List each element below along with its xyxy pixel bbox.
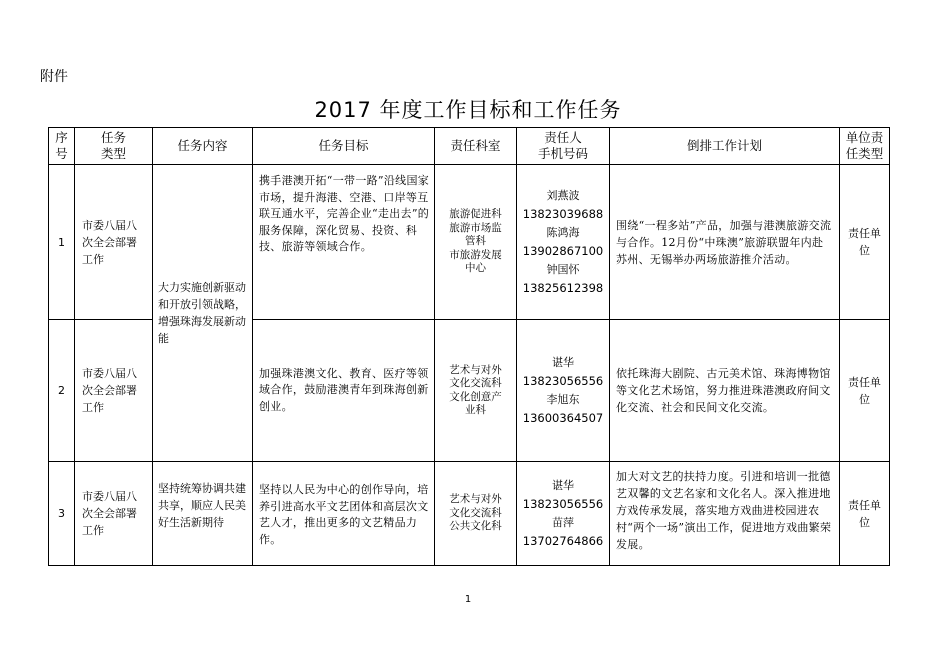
row-person: 刘燕波 13823039688 陈鸿海 13902867100 钟国怀 13825612398 (517, 165, 610, 320)
row-dept: 旅游促进科 旅游市场监 管科 市旅游发展 中心 (435, 165, 517, 320)
row-no: 3 (49, 462, 75, 566)
row-task-type: 市委八届八次全会部署工作 (75, 320, 153, 462)
header-no: 序 号 (49, 128, 75, 165)
attachment-label: 附件 (40, 69, 68, 85)
page-number: 1 (464, 594, 472, 605)
row-plan: 依托珠海大剧院、古元美术馆、珠海博物馆等文化艺术场馆，努力推进珠港澳政府间文化交流、社会和民间文化交流。 (610, 320, 840, 462)
header-row (49, 128, 890, 165)
row-person: 谌华 13823056556 李旭东 13600364507 (517, 320, 610, 462)
header-type: 任务 类型 (75, 128, 153, 165)
row-task-goal: 加强珠港澳文化、教育、医疗等领域合作，鼓励港澳青年到珠海创新创业。 (253, 320, 435, 462)
row-task-content: 大力实施创新驱动和开放引领战略，增强珠海发展新动能 (153, 165, 253, 462)
header-goal: 任务目标 (253, 128, 435, 165)
row-no: 2 (49, 320, 75, 462)
row-unit-type: 责任单位 (840, 462, 890, 566)
row-task-goal: 坚持以人民为中心的创作导向，培养引进高水平文艺团体和高层次文艺人才，推出更多的文艺精品力作。 (253, 462, 435, 566)
table-row (49, 462, 890, 566)
row-dept: 艺术与对外 文化交流科 公共文化科 (435, 462, 517, 566)
header-plan: 倒排工作计划 (610, 128, 840, 165)
document-title: 2017 年度工作目标和工作任务 (314, 98, 622, 122)
row-dept: 艺术与对外 文化交流科 文化创意产 业科 (435, 320, 517, 462)
row-person: 谌华 13823056556 苗萍 13702764866 (517, 462, 610, 566)
row-plan: 围绕“一程多站”产品，加强与港澳旅游交流与合作。12月份“中珠澳”旅游联盟年内赴苏州、无锡举办两场旅游推介活动。 (610, 165, 840, 320)
header-dept: 责任科室 (435, 128, 517, 165)
table-row (49, 165, 890, 320)
header-unit: 单位责 任类型 (840, 128, 890, 165)
row-plan: 加大对文艺的扶持力度。引进和培训一批德艺双馨的文艺名家和文化名人。深入推进地方戏传承发展，落实地方戏曲进校园进农村“两个一场”演出工作，促进地方戏曲繁荣发展。 (610, 462, 840, 566)
row-task-content: 坚持统筹协调共建共享，顺应人民美好生活新期待 (153, 462, 253, 566)
row-unit-type: 责任单位 (840, 320, 890, 462)
row-task-type: 市委八届八次全会部署工作 (75, 462, 153, 566)
row-unit-type: 责任单位 (840, 165, 890, 320)
row-task-type: 市委八届八次全会部署工作 (75, 165, 153, 320)
row-task-goal: 携手港澳开拓“一带一路”沿线国家市场，提升海港、空港、口岸等互联互通水平，完善企业“走出去”的服务保障，深化贸易、投资、科技、旅游等领域合作。 (253, 165, 435, 320)
header-person: 责任人 手机号码 (517, 128, 610, 165)
task-table (48, 127, 890, 566)
header-content: 任务内容 (153, 128, 253, 165)
row-no: 1 (49, 165, 75, 320)
